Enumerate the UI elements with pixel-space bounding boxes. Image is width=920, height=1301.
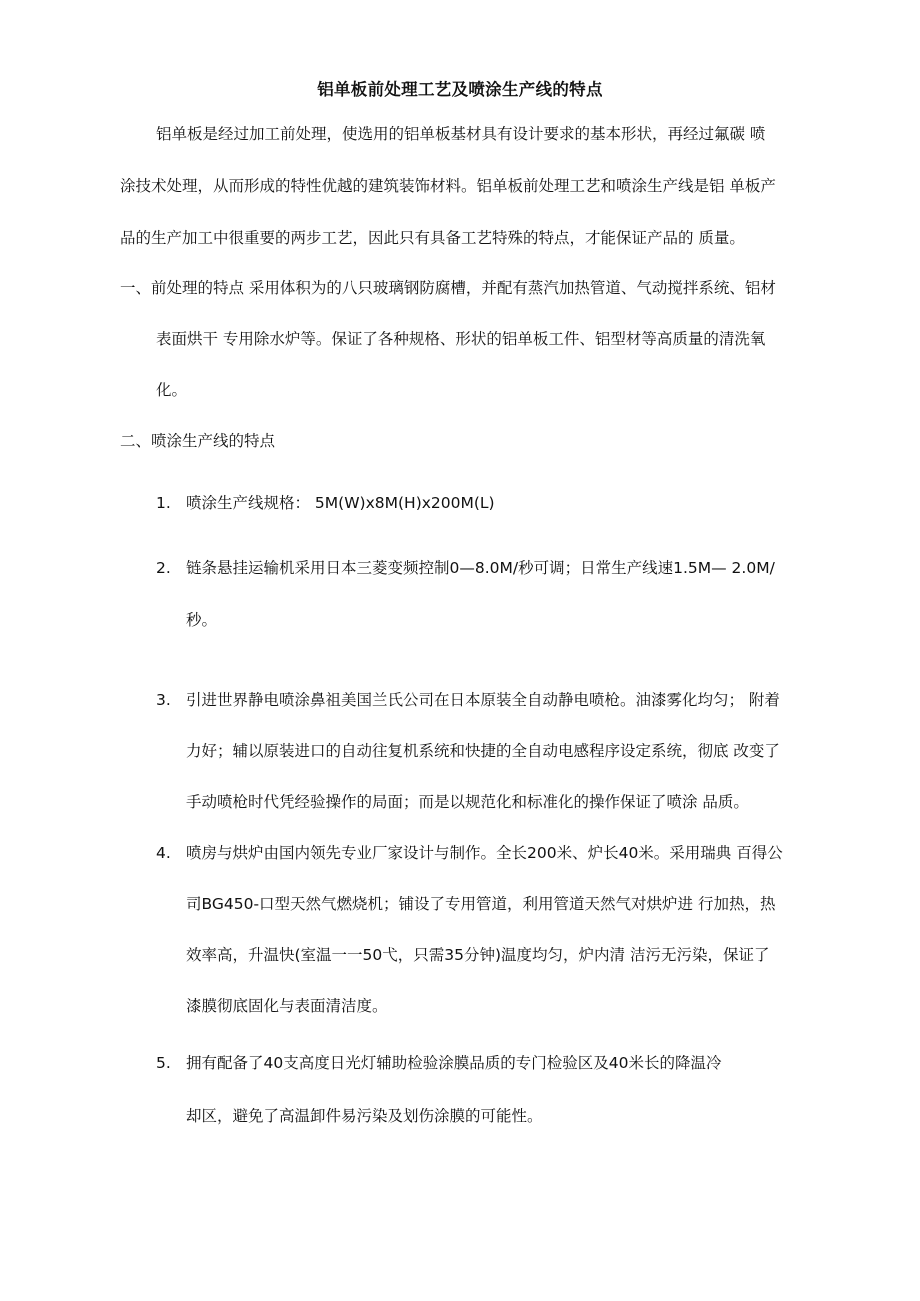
intro-line-1: 铝单板是经过加工前处理，使选用的铝单板基材具有设计要求的基本形状，再经过氟碳 喷 [156, 125, 766, 143]
intro-line-3: 品的生产加工中很重要的两步工艺，因此只有具备工艺特殊的特点，才能保证产品的 质量。 [120, 229, 745, 247]
list-item-number: 2. [156, 559, 171, 577]
list-item-line: 漆膜彻底固化与表面清洁度。 [186, 997, 388, 1015]
list-item-line: 拥有配备了40支高度日光灯辅助检验涂膜品质的专门检验区及40米长的降温冷 [186, 1054, 722, 1072]
intro-line-2: 涂技术处理，从而形成的特性优越的建筑装饰材料。铝单板前处理工艺和喷涂生产线是铝 单板产 [120, 177, 776, 195]
list-item-number: 3. [156, 691, 171, 709]
list-item-line: 链条悬挂运输机采用日本三菱变频控制0—8.0M/秒可调；日常生产线速1.5M— 2.0M/ [186, 559, 775, 577]
list-item-line: 秒。 [186, 611, 218, 629]
list-item-line: 力好；辅以原装进口的自动往复机系统和快捷的全自动电感程序设定系统，彻底 改变了 [186, 742, 780, 760]
list-item-line: 喷房与烘炉由国内领先专业厂家设计与制作。全长200米、炉长40米。采用瑞典 百得公 [186, 844, 783, 862]
section1-line-1: 表面烘干 专用除水炉等。保证了各种规格、形状的铝单板工件、铝型材等高质量的清洗氧 [156, 330, 766, 348]
list-item-number: 1. [156, 494, 171, 512]
document-title: 铝单板前处理工艺及喷涂生产线的特点 [317, 80, 603, 99]
list-item-line: 司BG450-口型天然气燃烧机；铺设了专用管道，利用管道天然气对烘炉进 行加热，热 [186, 895, 776, 913]
list-item-number: 4. [156, 844, 171, 862]
list-item-line: 引进世界静电喷涂鼻祖美国兰氏公司在日本原装全自动静电喷枪。油漆雾化均匀； 附着 [186, 691, 780, 709]
list-item-line: 手动喷枪时代凭经验操作的局面；而是以规范化和标准化的操作保证了喷涂 品质。 [186, 793, 749, 811]
list-item-line: 喷涂生产线规格： 5M(W)x8M(H)x200M(L) [186, 494, 495, 512]
list-item-line: 效率高，升温快(室温一一50弋，只需35分钟)温度均匀，炉内清 洁污无污染，保证了 [186, 946, 770, 964]
section1-heading-line: 一、前处理的特点 采用体积为的八只玻璃钢防腐槽，并配有蒸汽加热管道、气动搅拌系统、铝材 [120, 279, 776, 297]
section1-line-2: 化。 [156, 381, 188, 399]
list-item-line: 却区，避免了高温卸件易污染及划伤涂膜的可能性。 [186, 1107, 543, 1125]
section2-heading: 二、喷涂生产线的特点 [120, 432, 276, 450]
list-item-number: 5. [156, 1054, 171, 1072]
